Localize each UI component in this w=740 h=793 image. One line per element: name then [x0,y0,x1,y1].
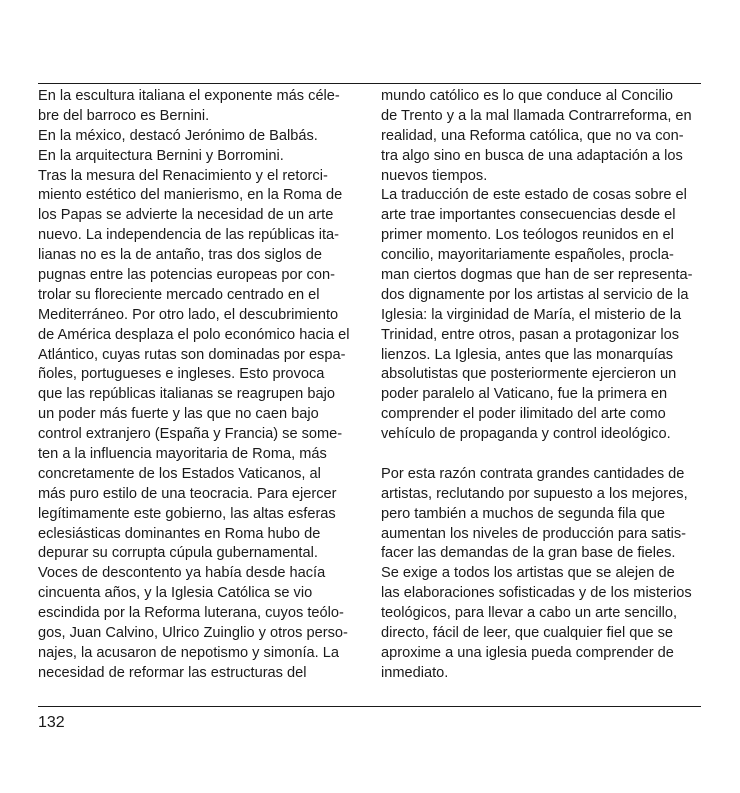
text-line: Tras la mesura del Renacimiento y el retorci- [38,167,328,184]
right-column-part-2 [381,465,703,684]
text-line: Iglesia: la virginidad de María, el misterio de la [381,306,682,323]
text-line: depurar su corrupta cúpula gubernamental. [38,545,318,562]
bottom-rule [38,706,701,707]
text-line: absolutistas que posteriormente ejercieron un [381,366,677,383]
text-line: nuevos tiempos. [381,167,488,184]
text-line: Voces de descontento ya había desde hacía [38,565,326,582]
top-rule [38,83,701,84]
text-line: de Trento y a la mal llamada Contrarreforma, en [381,107,692,124]
text-line: pero también a muchos de segunda fila que [381,505,665,522]
text-line: lianas no es la de antaño, tras dos siglos de [38,247,322,264]
text-line: un poder más fuerte y las que no caen bajo [38,406,319,423]
text-line: que las repúblicas italianas se reagrupen bajo [38,386,335,403]
text-line: poder paralelo al Vaticano, fue la primera en [381,386,668,403]
text-line: Atlántico, cuyas rutas son dominadas por espa- [38,346,346,363]
text-line: man ciertos dogmas que han de ser representa- [381,267,693,284]
text-line: escindida por la Reforma luterana, cuyos teólo- [38,605,344,622]
text-line: ten a la influencia mayoritaria de Roma, más [38,446,327,463]
text-line: nuevo. La independencia de las repúblicas ita- [38,227,340,244]
text-line: vehículo de propaganda y control ideológico. [381,426,671,443]
text-line: Trinidad, entre otros, pasan a protagonizar los [381,326,679,343]
right-column [381,87,703,684]
text-line: artistas, reclutando por supuesto a los mejores, [381,485,688,502]
text-line: La traducción de este estado de cosas sobre el [381,187,687,204]
text-line: dos dignamente por los artistas al servicio de la [381,286,689,303]
text-line: tra algo sino en busca de una adaptación a los [381,147,683,164]
text-line: facer las demandas de la gran base de fieles. [381,545,676,562]
text-line: necesidad de reformar las estructuras del [38,664,307,681]
left-column [38,87,360,684]
text-line: En la escultura italiana el exponente más céle- [38,88,340,104]
text-line: cincuenta años, y la Iglesia Católica se vio [38,585,313,602]
text-line: de América desplaza el polo económico hacia el [38,326,350,343]
text-line: najes, la acusaron de nepotismo y simonía. La [38,644,339,661]
text-line: comprender el poder ilimitado del arte como [381,406,666,423]
page-number: 132 [38,714,65,731]
text-line: primer momento. Los teólogos reunidos en el [381,227,674,244]
text-line: control extranjero (España y Francia) se some- [38,426,343,443]
text-line: más puro estilo de una teocracia. Para ejercer [38,485,337,502]
text-line: directo, fácil de leer, que cualquier fiel que se [381,625,674,642]
text-line: Se exige a todos los artistas que se alejen de [381,565,675,582]
text-line: En la arquitectura Bernini y Borromini. [38,147,284,164]
text-line: concretamente de los Estados Vaticanos, al [38,465,321,482]
text-line: pugnas entre las potencias europeas por con- [38,267,335,284]
text-line: teológicos, para llevar a cabo un arte sencillo, [381,605,678,622]
right-column-part-1 [381,87,703,445]
text-line: concilio, mayoritariamente españoles, procla- [381,247,674,264]
text-line: ñoles, portugueses e ingleses. Esto provoca [38,366,325,383]
paragraph-gap [381,445,703,465]
text-line: realidad, una Reforma católica, que no va con- [381,127,684,144]
text-line: los Papas se advierte la necesidad de un arte [38,207,334,224]
text-line: legítimamente este gobierno, las altas esferas [38,505,336,522]
text-line: mundo católico es lo que conduce al Concilio [381,88,674,104]
text-line: aumentan los niveles de producción para satis- [381,525,687,542]
text-line: aproxime a una iglesia pueda comprender de [381,644,674,661]
text-line: eclesiásticas dominantes en Roma hubo de [38,525,321,542]
text-line: las elaboraciones sofisticadas y de los misterios [381,585,692,602]
text-line: gos, Juan Calvino, Ulrico Zuinglio y otros perso- [38,625,348,642]
text-line: trolar su floreciente mercado centrado en el [38,286,320,303]
text-line: Por esta razón contrata grandes cantidades de [381,465,685,482]
text-line: inmediato. [381,664,449,681]
text-line: lienzos. La Iglesia, antes que las monarquías [381,346,674,363]
text-line: arte trae importantes consecuencias desde el [381,207,676,224]
text-line: bre del barroco es Bernini. [38,107,210,124]
text-line: Mediterráneo. Por otro lado, el descubrimiento [38,306,339,323]
text-line: En la méxico, destacó Jerónimo de Balbás. [38,127,318,144]
text-line: miento estético del manierismo, en la Roma de [38,187,343,204]
